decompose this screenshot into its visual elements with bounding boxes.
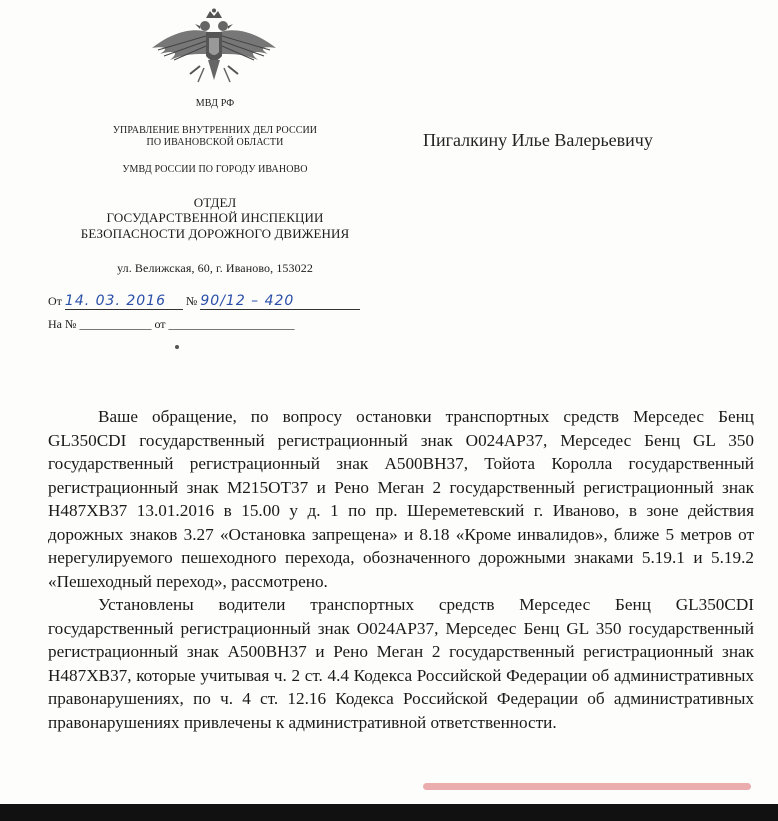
incoming-reference [48, 317, 295, 332]
on-number-label: На № [48, 317, 77, 331]
outgoing-reference [48, 293, 360, 310]
ministry-label: МВД РФ [195, 98, 235, 109]
stray-mark [175, 345, 179, 349]
department-line-3: БЕЗОПАСНОСТИ ДОРОЖНОГО ДВИЖЕНИЯ [80, 226, 350, 241]
letter-body [48, 405, 754, 734]
number-label: № [185, 294, 198, 308]
of-date-blank: _____________________ [168, 317, 295, 331]
from-label: От [48, 294, 62, 308]
recipient-name: Пигалкину Илье Валерьевичу [423, 130, 653, 150]
outgoing-number: 90/12 – 420 [200, 293, 360, 310]
directorate-line-1: УПРАВЛЕНИЕ ВНУТРЕННИХ ДЕЛ РОССИИ [112, 125, 318, 136]
directorate-line-2: ПО ИВАНОВСКОЙ ОБЛАСТИ [146, 137, 284, 148]
of-label: от [154, 317, 166, 331]
city-directorate: УМВД РОССИИ ПО ГОРОДУ ИВАНОВО [122, 164, 308, 175]
highlight-stroke-1 [423, 783, 751, 790]
body-paragraph-1: Ваше обращение, по вопросу остановки транспортных средств Мерседес Бенц GL350CDI государственный регистрационный знак О024АР37, Мерседес Бенц GL 350 государственный регистрационный знак А500ВН37, Тойота Королла государственный регистрационный знак М215ОТ37 и Рено Меган 2 государственный регистрационный знак Н487ХВ37 13.01.2016 в 15.00 у д. 1 по пр. Шереметевский г. Иваново, в зоне действия дорожных знаков 3.27 «Остановка запрещена» и 8.18 «Кроме инвалидов», ближе 5 метров от нерегулируемого пешеходного перехода, обозначенного дорожными знаками 5.19.1 и 5.19.2 «Пешеходный переход», рассмотрено. [48, 407, 754, 591]
on-number-blank: ____________ [79, 317, 152, 331]
outgoing-date: 14. 03. 2016 [65, 293, 183, 310]
scan-edge-bar [0, 804, 778, 821]
department-line-2: ГОСУДАРСТВЕННОЙ ИНСПЕКЦИИ [106, 210, 324, 225]
department-address: ул. Велижская, 60, г. Иваново, 153022 [117, 261, 313, 275]
double-headed-eagle-emblem [150, 8, 278, 88]
body-paragraph-2: Установлены водители транспортных средств Мерседес Бенц GL350CDI государственный регистрационный знак О024АР37, Мерседес Бенц GL 350 государственный регистрационный знак А500ВН37 и Рено Меган 2 государственный регистрационный знак Н487ХВ37, которые учитывая ч. 2 ст. 4.4 Кодекса Российской Федерации об административных правонарушениях, по ч. 4 ст. 12.16 Кодекса Российской Федерации об административных правонарушениях привлечены к административной ответственности. [48, 595, 754, 732]
department-line-1: ОТДЕЛ [193, 195, 237, 210]
